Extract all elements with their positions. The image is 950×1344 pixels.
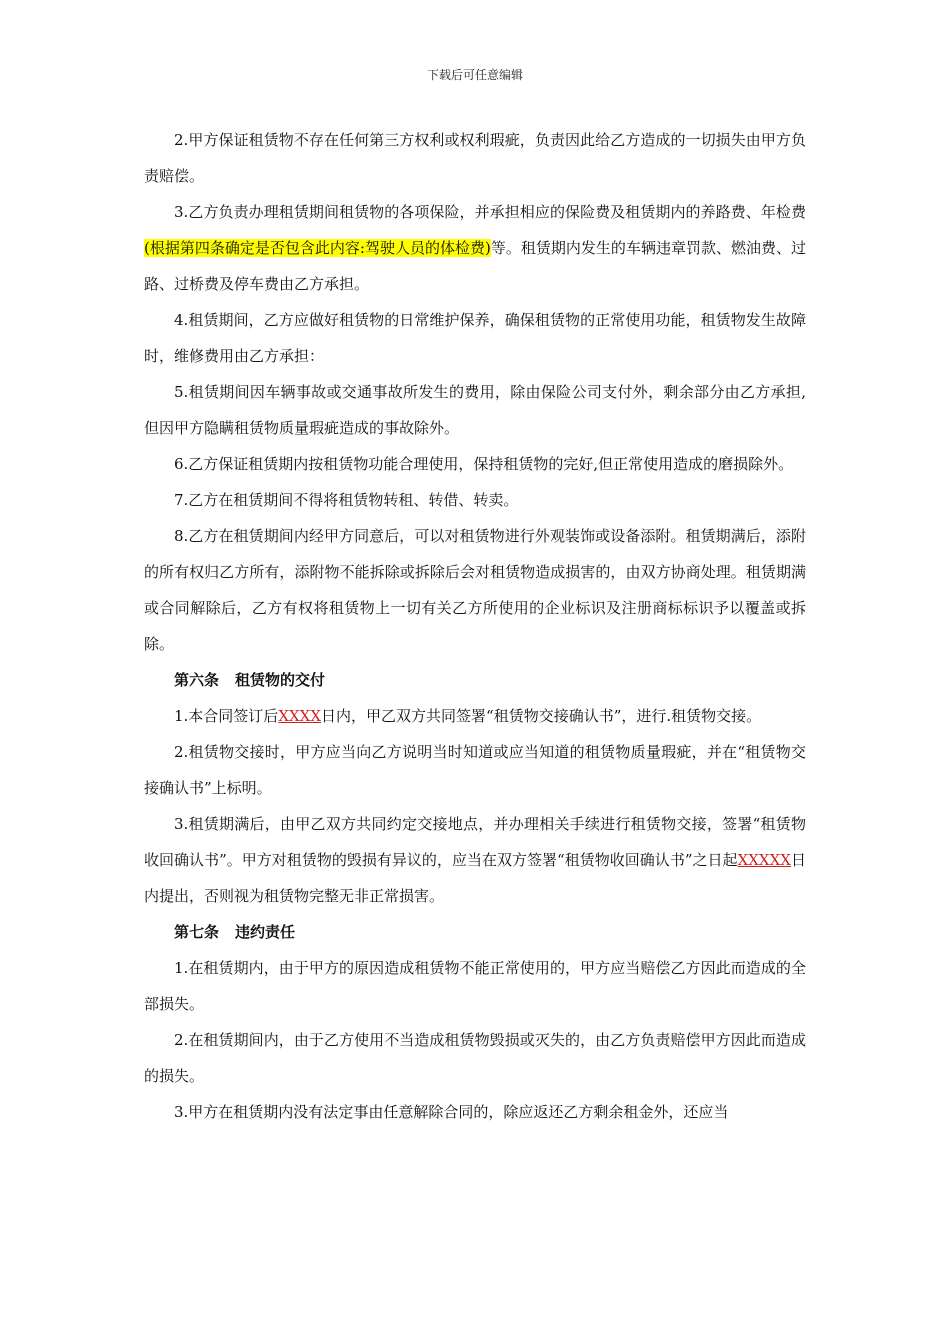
clause-5-4: 4.租赁期间，乙方应做好租赁物的日常维护保养，确保租赁物的正常使用功能，租赁物发生故障时，维修费用由乙方承担： xyxy=(144,311,806,365)
article-7-title: 违约责任 xyxy=(235,923,296,941)
highlighted-note: (根据第四条确定是否包含此内容:驾驶人员的体检费) xyxy=(144,239,491,257)
article-7-number: 第七条 xyxy=(174,923,220,941)
clause-6-3-text-a: 3.租赁期满后，由甲乙双方共同约定交接地点，并办理相关手续进行租赁物交接，签署“租赁物收回确认书”。甲方对租赁物的毁损有异议的，应当在双方签署“租赁物收回确认书”之日起 xyxy=(144,815,806,869)
clause-6-1-text-b: 日内，甲乙双方共同签署“租赁物交接确认书”，进行.租赁物交接。 xyxy=(321,707,762,725)
clause-5-2: 2.甲方保证租赁物不存在任何第三方权利或权利瑕疵，负责因此给乙方造成的一切损失由甲方负责赔偿。 xyxy=(144,131,806,185)
clause-5-7: 7.乙方在租赁期间不得将租赁物转租、转借、转卖。 xyxy=(174,491,519,509)
clause-6-2: 2.租赁物交接时，甲方应当向乙方说明当时知道或应当知道的租赁物质量瑕疵，并在“租赁物交接确认书”上标明。 xyxy=(144,743,806,797)
page-header: 下载后可任意编辑 xyxy=(426,68,523,82)
clause-7-3: 3.甲方在租赁期内没有法定事由任意解除合同的，除应返还乙方剩余租金外，还应当 xyxy=(174,1103,729,1121)
clause-6-1-text-a: 1.本合同签订后 xyxy=(174,707,279,725)
clause-5-3-text-a: 3.乙方负责办理租赁期间租赁物的各项保险，并承担相应的保险费及租赁期内的养路费、年检费 xyxy=(174,203,806,221)
clause-5-3-text-b: 等。租赁期内发生的车辆违章罚款、燃油费、过路、过桥费及停车费由乙方承担。 xyxy=(144,239,806,293)
clause-5-3 xyxy=(144,194,806,302)
placeholder-days: XXXXX xyxy=(737,851,791,869)
clause-7-1: 1.在租赁期内，由于甲方的原因造成租赁物不能正常使用的，甲方应当赔偿乙方因此而造成的全部损失。 xyxy=(144,959,806,1013)
clause-5-8: 8.乙方在租赁期间内经甲方同意后，可以对租赁物进行外观装饰或设备添附。租赁期满后，添附的所有权归乙方所有，添附物不能拆除或拆除后会对租赁物造成损害的，由双方协商处理。租赁期满或合同解除后，乙方有权将租赁物上一切有关乙方所使用的企业标识及注册商标标识予以覆盖或拆除。 xyxy=(144,527,806,653)
clause-6-3-text-b: 日内提出，否则视为租赁物完整无非正常损害。 xyxy=(144,851,806,905)
document-body xyxy=(144,122,806,1130)
article-6-number: 第六条 xyxy=(174,671,220,689)
article-6-heading xyxy=(144,662,806,698)
article-7-heading xyxy=(144,914,806,950)
clause-7-2: 2.在租赁期间内，由于乙方使用不当造成租赁物毁损或灭失的，由乙方负责赔偿甲方因此而造成的损失。 xyxy=(144,1031,806,1085)
article-6-title: 租赁物的交付 xyxy=(235,671,326,689)
clause-5-5: 5.租赁期间因车辆事故或交通事故所发生的费用，除由保险公司支付外，剩余部分由乙方承担,但因甲方隐瞒租赁物质量瑕疵造成的事故除外。 xyxy=(144,383,806,437)
clause-6-3 xyxy=(144,806,806,914)
clause-6-1 xyxy=(144,698,806,734)
placeholder-days: XXXX xyxy=(278,707,322,725)
clause-5-6: 6.乙方保证租赁期内按租赁物功能合理使用，保持租赁物的完好,但正常使用造成的磨损除外。 xyxy=(174,455,794,473)
